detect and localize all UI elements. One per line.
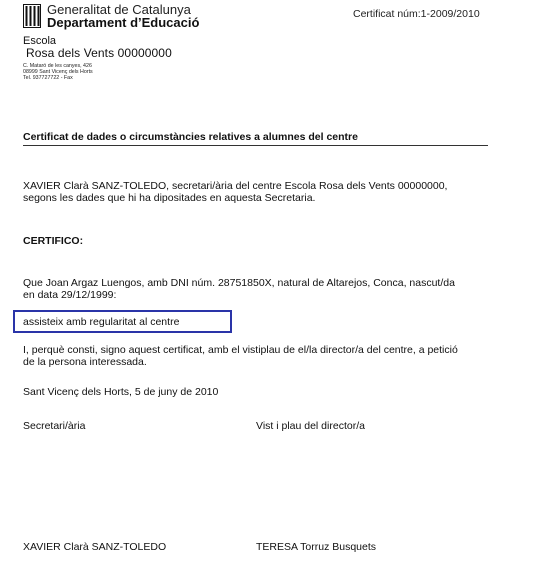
certificate-number: Certificat núm:1-2009/2010 bbox=[353, 8, 480, 20]
certifico-heading: CERTIFICO: bbox=[23, 235, 84, 247]
intro-line: XAVIER Clarà SANZ-TOLEDO, secretari/ària del centre Escola Rosa dels Vents 00000000, bbox=[23, 180, 448, 192]
generalitat-name: Generalitat de Catalunya bbox=[47, 2, 191, 17]
school-name: Rosa dels Vents 00000000 bbox=[26, 46, 172, 60]
closing-line: de la persona interessada. bbox=[23, 356, 147, 368]
intro-line: segons les dades que hi ha dipositades en aquesta Secretaria. bbox=[23, 192, 316, 204]
highlighted-statement: assisteix amb regularitat al centre bbox=[23, 316, 180, 328]
secretary-label: Secretari/ària bbox=[23, 420, 86, 432]
document-title: Certificat de dades o circumstàncies relatives a alumnes del centre bbox=[23, 131, 358, 143]
school-address-line: 08999 Sant Vicenç dels Horts bbox=[23, 69, 93, 75]
director-label: Vist i plau del director/a bbox=[256, 420, 365, 432]
student-line: Que Joan Argaz Luengos, amb DNI núm. 28751850X, natural de Altarejos, Conca, nascut/da bbox=[23, 277, 455, 289]
catalan-flag-icon bbox=[23, 4, 41, 28]
student-line: en data 29/12/1999: bbox=[23, 289, 117, 301]
school-address-line: C. Mataró de les canyes, 426 bbox=[23, 63, 92, 69]
school-phone-line: Tel. 937727722 - Fax bbox=[23, 75, 73, 81]
school-label: Escola bbox=[23, 35, 57, 47]
closing-line: I, perquè consti, signo aquest certificat, amb el vistiplau de el/la director/a del centre, a petició bbox=[23, 344, 458, 356]
department-name: Departament d’Educació bbox=[47, 15, 200, 30]
secretary-name: XAVIER Clarà SANZ-TOLEDO bbox=[23, 541, 167, 553]
title-divider bbox=[23, 145, 488, 146]
director-name: TERESA Torruz Busquets bbox=[256, 541, 377, 553]
place-date: Sant Vicenç dels Horts, 5 de juny de 2010 bbox=[23, 386, 219, 398]
